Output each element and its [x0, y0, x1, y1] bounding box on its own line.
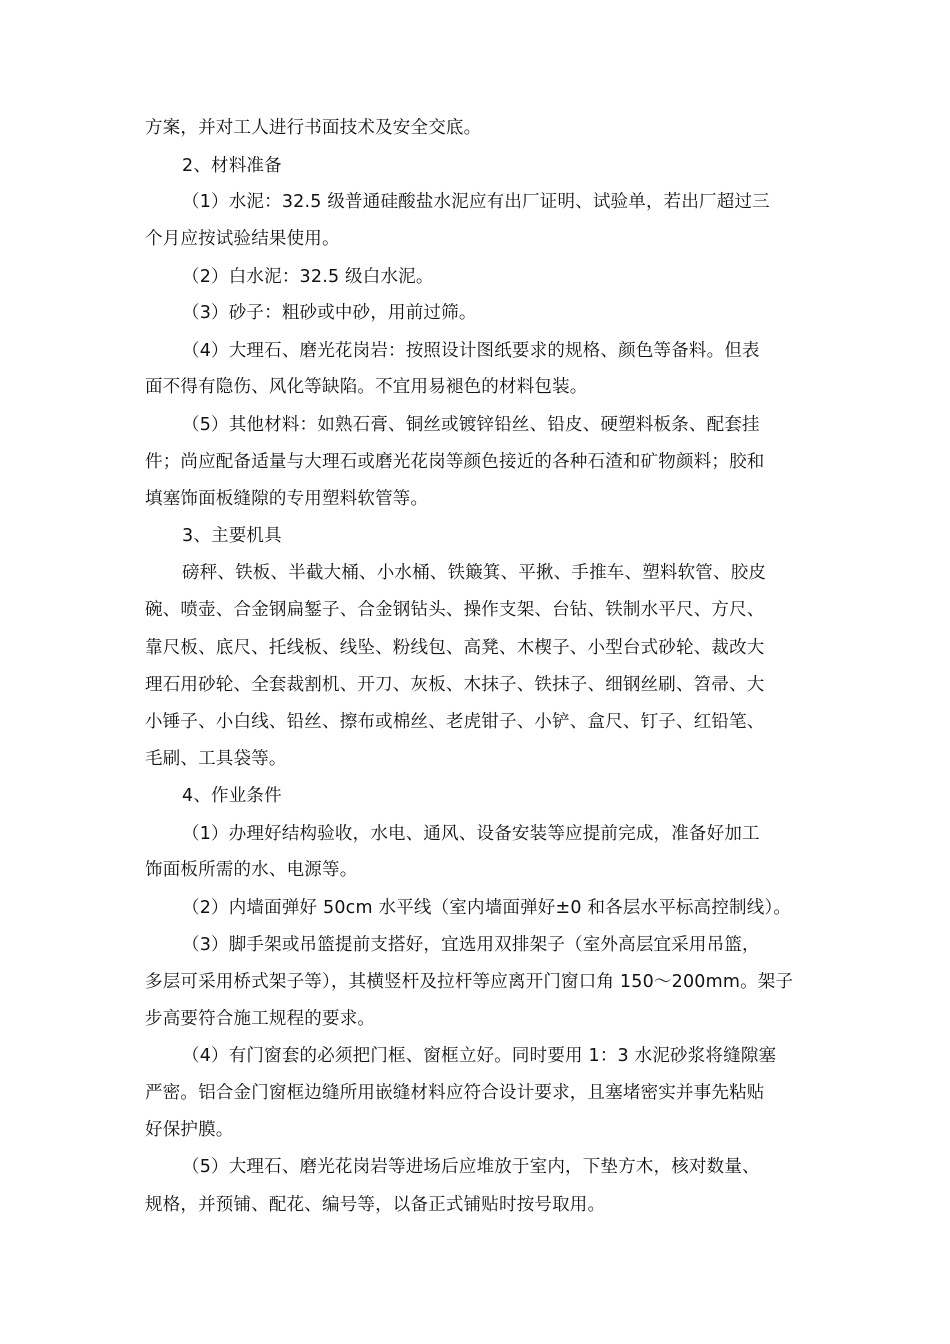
text-line: 磅秤、铁板、半截大桶、小水桶、铁簸箕、平揪、手推车、塑料软管、胶皮: [182, 563, 767, 583]
text-line: （5）其他材料：如熟石膏、铜丝或镀锌铅丝、铅皮、硬塑料板条、配套挂: [182, 415, 760, 435]
text-line: 个月应按试验结果使用。: [145, 229, 340, 249]
text-line: 多层可采用桥式架子等），其横竖杆及拉杆等应离开门窗口角 150～200mm。架子: [145, 972, 794, 992]
text-line: 碗、喷壶、合金钢扁錾子、合金钢钻头、操作支架、台钻、铁制水平尺、方尺、: [145, 600, 765, 620]
text-line: 严密。铝合金门窗框边缝所用嵌缝材料应符合设计要求，且塞堵密实并事先粘贴: [145, 1083, 765, 1103]
text-line: （2）白水泥：32.5 级白水泥。: [182, 267, 434, 287]
text-line: 面不得有隐伤、风化等缺陷。不宜用易褪色的材料包装。: [145, 377, 588, 397]
text-line: （5）大理石、磨光花岗岩等进场后应堆放于室内，下垫方木，核对数量、: [182, 1157, 760, 1177]
text-line: （2）内墙面弹好 50cm 水平线（室内墙面弹好±0 和各层水平标高控制线）。: [182, 898, 792, 918]
text-line: （1）办理好结构验收，水电、通风、设备安装等应提前完成，准备好加工: [182, 824, 760, 844]
text-line: 规格，并预铺、配花、编号等，以备正式铺贴时按号取用。: [145, 1195, 606, 1215]
text-line: （4）有门窗套的必须把门框、窗框立好。同时要用 1：3 水泥砂浆将缝隙塞: [182, 1046, 777, 1066]
section-heading: 2、材料准备: [182, 156, 282, 176]
text-line: （3）脚手架或吊篮提前支搭好，宜选用双排架子（室外高层宜采用吊篮，: [182, 935, 760, 955]
text-line: 靠尺板、底尺、托线板、线坠、粉线包、高凳、木楔子、小型台式砂轮、裁改大: [145, 638, 765, 658]
section-heading: 4、作业条件: [182, 786, 282, 806]
text-line: 填塞饰面板缝隙的专用塑料软管等。: [145, 489, 429, 509]
text-line: 步高要符合施工规程的要求。: [145, 1009, 376, 1029]
text-line: （3）砂子：粗砂或中砂，用前过筛。: [182, 303, 477, 323]
text-line: （4）大理石、磨光花岗岩：按照设计图纸要求的规格、颜色等备料。但表: [182, 341, 760, 361]
text-line: （1）水泥：32.5 级普通硅酸盐水泥应有出厂证明、试验单，若出厂超过三: [182, 192, 770, 212]
section-heading: 3、主要机具: [182, 526, 282, 546]
text-line: 件；尚应配备适量与大理石或磨光花岗等颜色接近的各种石渣和矿物颜料；胶和: [145, 452, 765, 472]
text-line: 饰面板所需的水、电源等。: [145, 860, 358, 880]
text-line: 好保护膜。: [145, 1120, 234, 1140]
text-line: 理石用砂轮、全套裁割机、开刀、灰板、木抹子、铁抹子、细钢丝刷、笤帚、大: [145, 675, 765, 695]
text-line: 方案，并对工人进行书面技术及安全交底。: [145, 118, 482, 138]
text-line: 毛刷、工具袋等。: [145, 749, 287, 769]
text-line: 小锤子、小白线、铅丝、擦布或棉丝、老虎钳子、小铲、盒尺、钉子、红铅笔、: [145, 712, 765, 732]
